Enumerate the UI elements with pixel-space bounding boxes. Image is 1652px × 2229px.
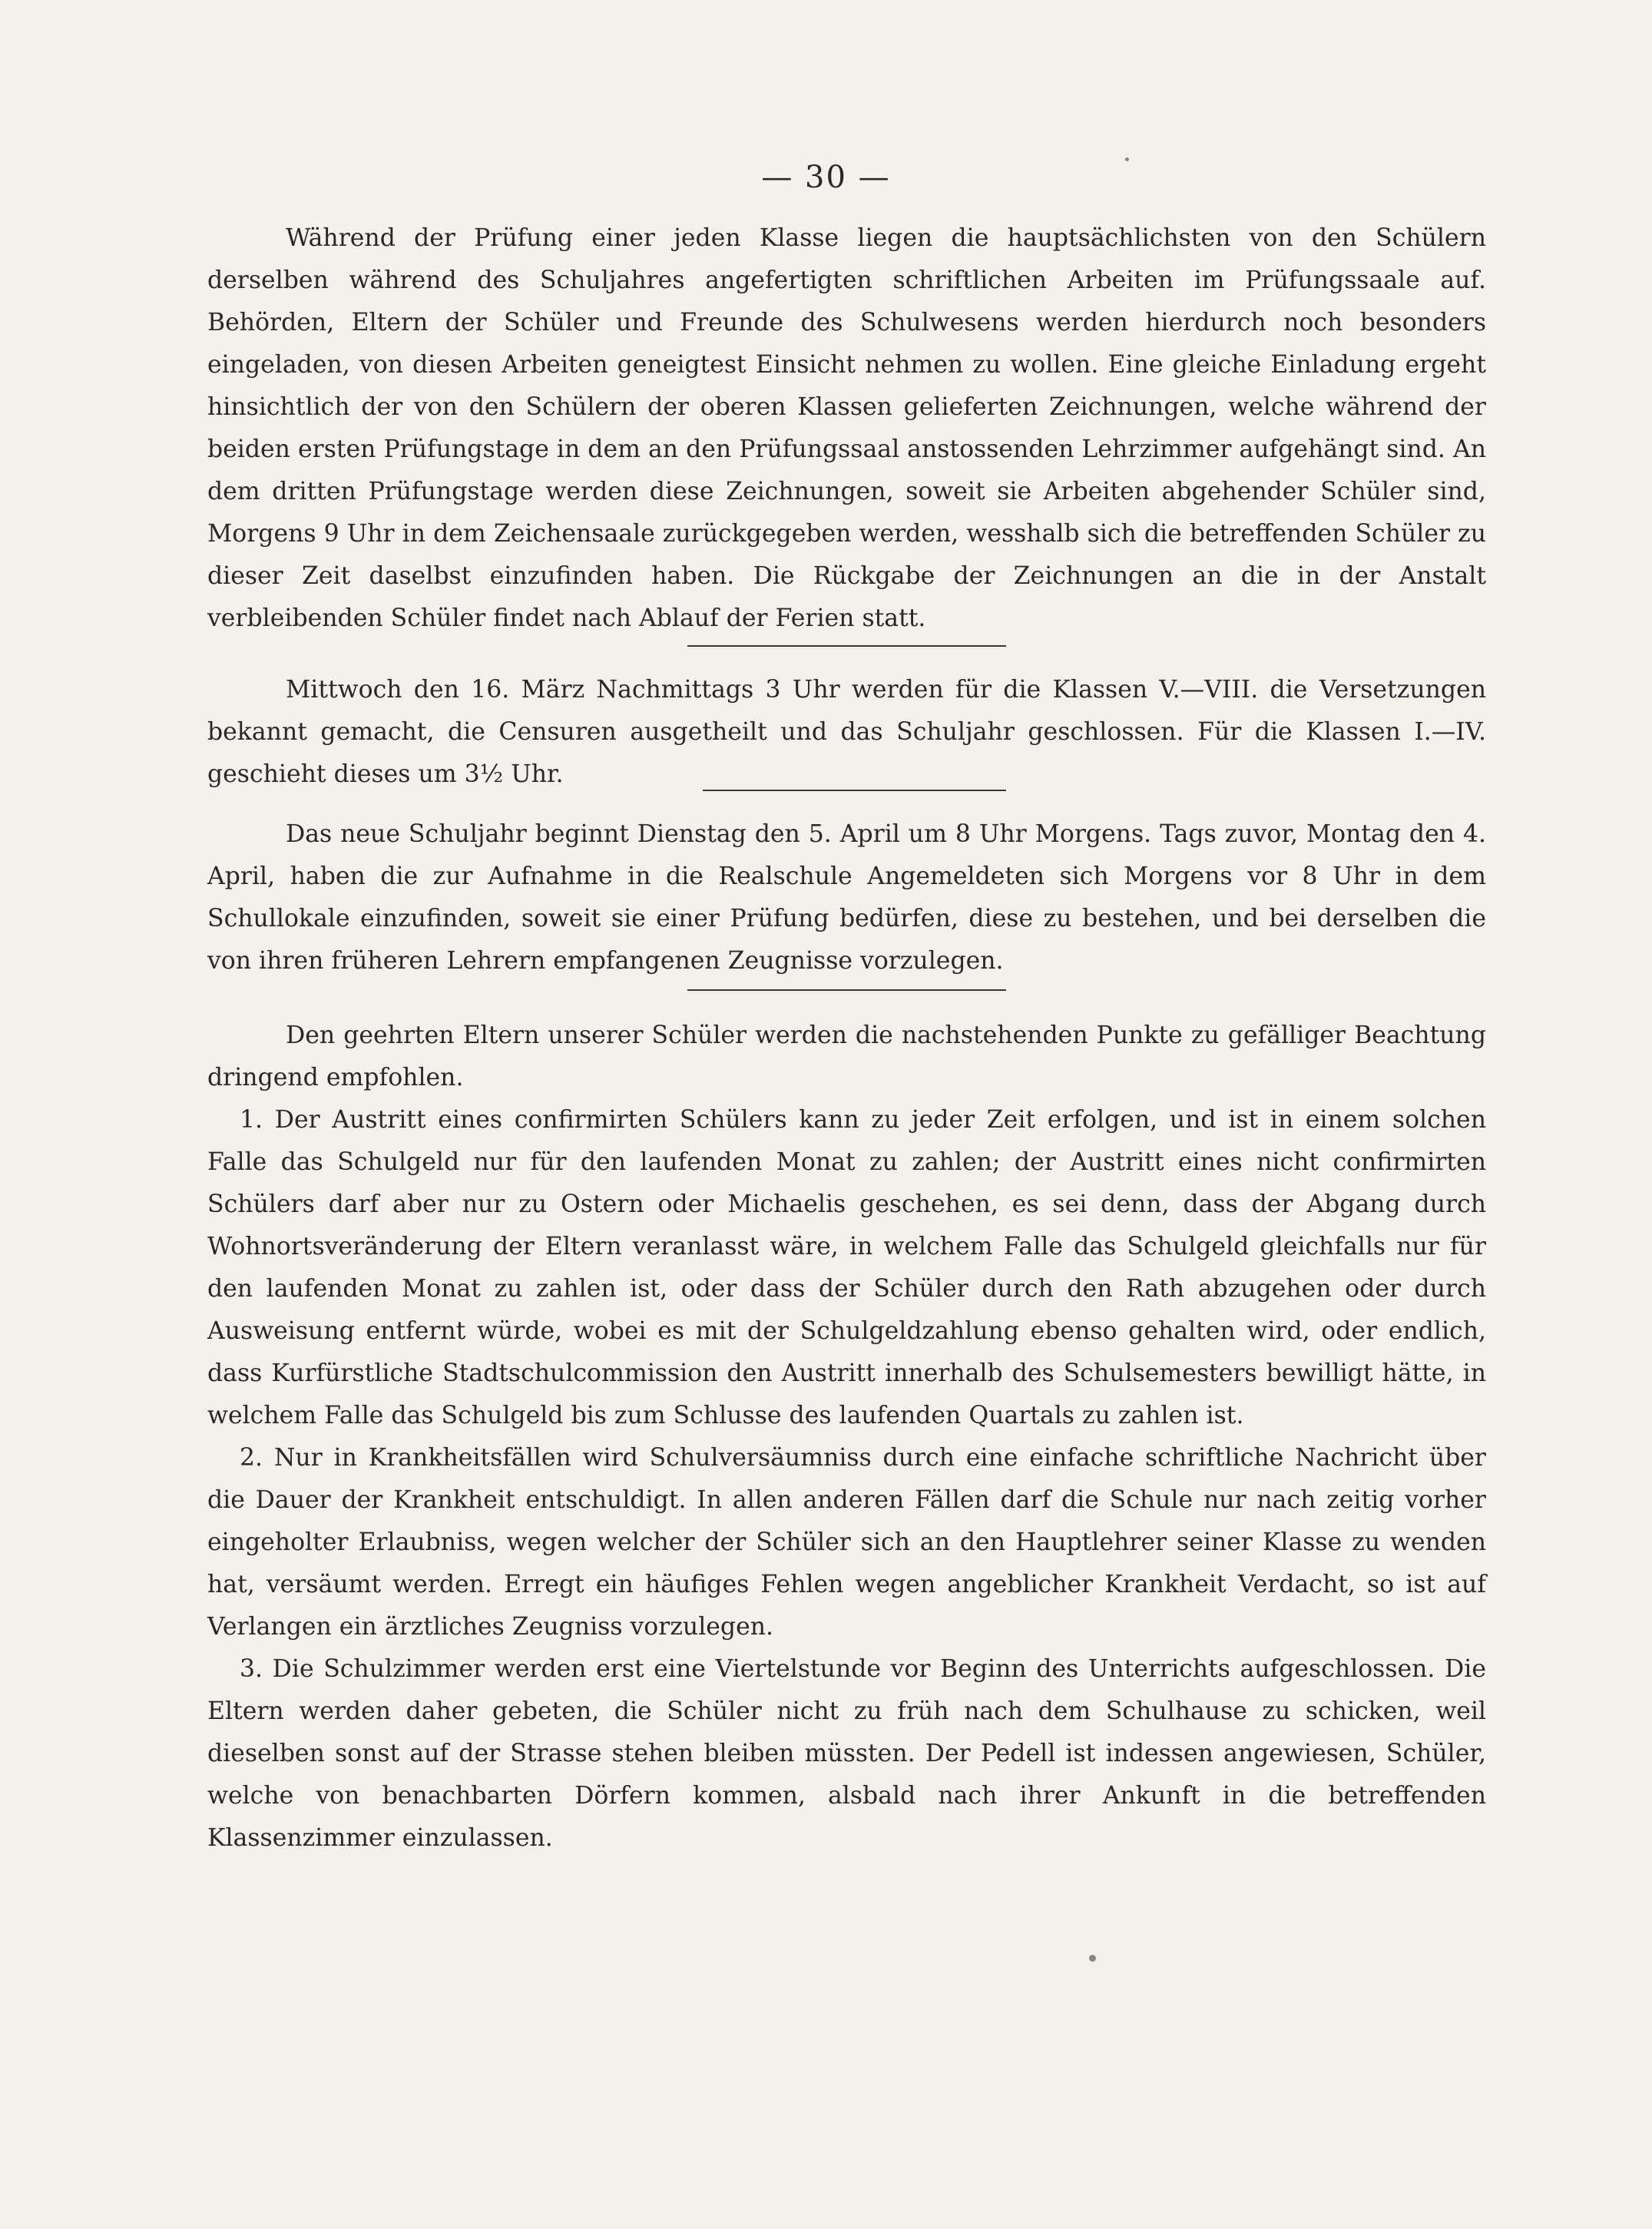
section-divider <box>703 790 1006 791</box>
paragraph-parents-intro: Den geehrten Eltern unserer Schüler werden die nachstehenden Punkte zu gefälliger Beachtung dringend empfohlen. <box>207 1022 1486 1091</box>
section-divider <box>687 989 1006 991</box>
notice-point-3: 3. Die Schulzimmer werden erst eine Viertelstunde vor Beginn des Unterrichts aufgeschlossen. Die Eltern werden daher gebeten, die Schüler nicht zu früh nach dem Schulhause zu schicken, weil dieselben sonst auf der Strasse stehen bleiben müssten. Der Pedell ist indessen angewiesen, Schüler, welche von benachbarten Dörfern kommen, alsbald nach ihrer Ankunft in die betreffenden Klassenzimmer einzulassen. <box>207 1655 1486 1852</box>
notice-point-1: 1. Der Austritt eines confirmirten Schülers kann zu jeder Zeit erfolgen, und ist in einem solchen Falle das Schulgeld nur für den laufenden Monat zu zahlen; der Austritt eines nicht confirmirten Schülers darf aber nur zu Ostern oder Michaelis geschehen, es sei denn, dass der Abgang durch Wohnortsveränderung der Eltern veranlasst wäre, in welchem Falle das Schulgeld gleichfalls nur für den laufenden Monat zu zahlen ist, oder dass der Schüler durch den Rath abzugehen oder durch Ausweisung entfernt würde, wobei es mit der Schulgeldzahlung ebenso gehalten wird, oder endlich, dass Kurfürstliche Stadtschulcommission den Austritt innerhalb des Schulsemesters bewilligt hätte, in welchem Falle das Schulgeld bis zum Schlusse des laufenden Quartals zu zahlen ist. <box>207 1106 1486 1429</box>
section-divider <box>687 645 1006 647</box>
paragraph-new-year: Das neue Schuljahr beginnt Dienstag den 5. April um 8 Uhr Morgens. Tags zuvor, Montag den 4. April, haben die zur Aufnahme in die Realschule Angemeldeten sich Morgens vor 8 Uhr in dem Schullokale einzufinden, soweit sie einer Prüfung bedürfen, diese zu bestehen, und bei derselben die von ihren früheren Lehrern empfangenen Zeugnisse vorzulegen. <box>207 820 1486 975</box>
paragraph-promotions: Mittwoch den 16. März Nachmittags 3 Uhr werden für die Klassen V.—VIII. die Versetzungen bekannt gemacht, die Censuren ausgetheilt und das Schuljahr geschlossen. Für die Klassen I.—IV. geschieht dieses um 3½ Uhr. <box>207 676 1486 788</box>
paper-speck <box>1125 157 1129 161</box>
parents-notice-section <box>207 1015 1486 1860</box>
paper-speck <box>1089 1955 1096 1962</box>
notice-point-2: 2. Nur in Krankheitsfällen wird Schulversäumniss durch eine einfache schriftliche Nachricht über die Dauer der Krankheit entschuldigt. In allen anderen Fällen darf die Schule nur nach zeitig vorher eingeholter Erlaubniss, wegen welcher der Schüler sich an den Hauptlehrer seiner Klasse zu wenden hat, versäumt werden. Erregt ein häufiges Fehlen wegen angeblicher Krankheit Verdacht, so ist auf Verlangen ein ärztliches Zeugniss vorzulegen. <box>207 1444 1486 1641</box>
promotions-section <box>207 669 1486 796</box>
page-number: — 30 — <box>761 160 891 195</box>
exam-display-section <box>207 217 1486 640</box>
paragraph-exam-display: Während der Prüfung einer jeden Klasse liegen die hauptsächlichsten von den Schülern derselben während des Schuljahres angefertigten schriftlichen Arbeiten im Prüfungssaale auf. Behörden, Eltern der Schüler und Freunde des Schulwesens werden hierdurch noch besonders eingeladen, von diesen Arbeiten geneigtest Einsicht nehmen zu wollen. Eine gleiche Einladung ergeht hinsichtlich der von den Schülern der oberen Klassen gelieferten Zeichnungen, welche während der beiden ersten Prüfungstage in dem an den Prüfungssaal anstossenden Lehrzimmer aufgehängt sind. An dem dritten Prüfungstage werden diese Zeichnungen, soweit sie Arbeiten abgehender Schüler sind, Morgens 9 Uhr in dem Zeichensaale zurückgegeben werden, wesshalb sich die betreffenden Schüler zu dieser Zeit daselbst einzufinden haben. Die Rückgabe der Zeichnungen an die in der Anstalt verbleibenden Schüler findet nach Ablauf der Ferien statt. <box>207 224 1486 632</box>
new-year-section <box>207 813 1486 982</box>
